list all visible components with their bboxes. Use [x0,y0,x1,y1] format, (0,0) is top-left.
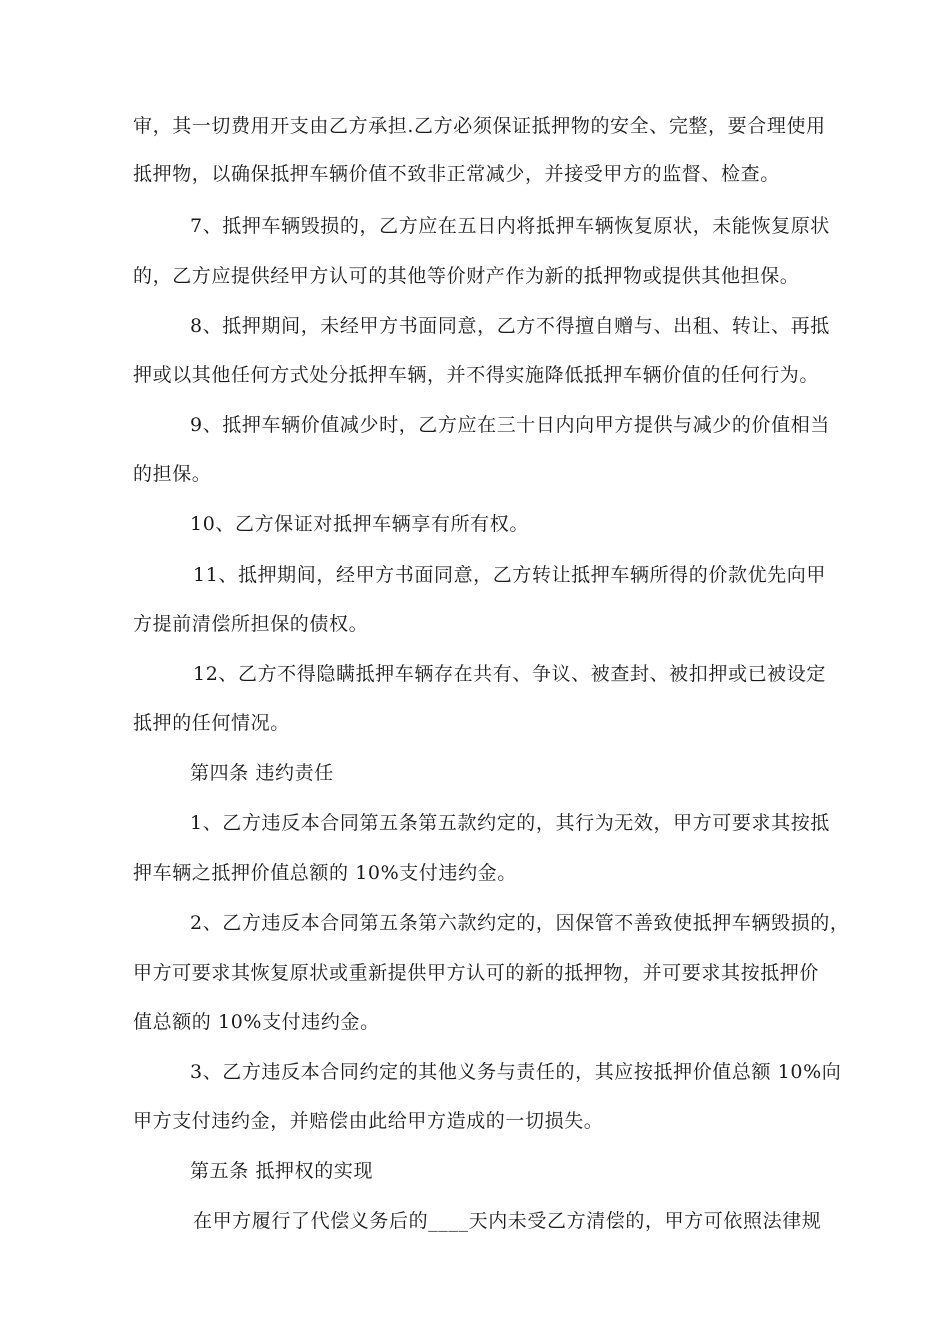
clause-8-line: 8、抵押期间，未经甲方书面同意，乙方不得擅自赠与、出租、转让、再抵 [190,315,830,337]
section-heading-article-4: 第四条 违约责任 [190,762,334,784]
clause-10-line: 10、乙方保证对抵押车辆享有所有权。 [190,513,529,535]
liability-1-line: 1、乙方违反本合同第五条第五款约定的，其行为无效，甲方可要求其按抵 [190,812,830,834]
section-heading-article-5: 第五条 抵押权的实现 [190,1160,374,1182]
text-line: 甲方可要求其恢复原状或重新提供甲方认可的新的抵押物，并可要求其按抵押价 [133,962,820,984]
liability-2-line: 2、乙方违反本合同第五条第六款约定的，因保管不善致使抵押车辆毁损的， [190,912,850,934]
text-line: 审，其一切费用开支由乙方承担.乙方必须保证抵押物的安全、完整，要合理使用 [133,115,826,137]
text-line: 的，乙方应提供经甲方认可的其他等价财产作为新的抵押物或提供其他担保。 [133,265,800,287]
clause-12-line: 12、乙方不得隐瞒抵押车辆存在共有、争议、被查封、被扣押或已被设定 [193,663,826,685]
clause-9-line: 9、抵押车辆价值减少时，乙方应在三十日内向甲方提供与减少的价值相当 [190,414,830,436]
enforcement-line: 在甲方履行了代偿义务后的____天内未受乙方清偿的，甲方可依照法律规 [193,1210,822,1232]
clause-11-line: 11、抵押期间，经甲方书面同意，乙方转让抵押车辆所得的价款优先向甲 [193,564,826,586]
text-line: 值总额的 10%支付违约金。 [133,1011,380,1033]
clause-7-line: 7、抵押车辆毁损的，乙方应在五日内将抵押车辆恢复原状，未能恢复原状 [190,215,830,237]
text-line: 押或以其他任何方式处分抵押车辆，并不得实施降低抵押车辆价值的任何行为。 [133,364,820,386]
text-line: 押车辆之抵押价值总额的 10%支付违约金。 [133,862,517,884]
text-line: 方提前清偿所担保的债权。 [133,613,369,635]
text-line: 甲方支付违约金，并赔偿由此给甲方造成的一切损失。 [133,1110,604,1132]
liability-3-line: 3、乙方违反本合同约定的其他义务与责任的，其应按抵押价值总额 10%向 [190,1061,842,1083]
text-line: 抵押的任何情况。 [133,712,290,734]
text-line: 抵押物，以确保抵押车辆价值不致非正常减少，并接受甲方的监督、检查。 [133,163,780,185]
text-line: 的担保。 [133,463,212,485]
